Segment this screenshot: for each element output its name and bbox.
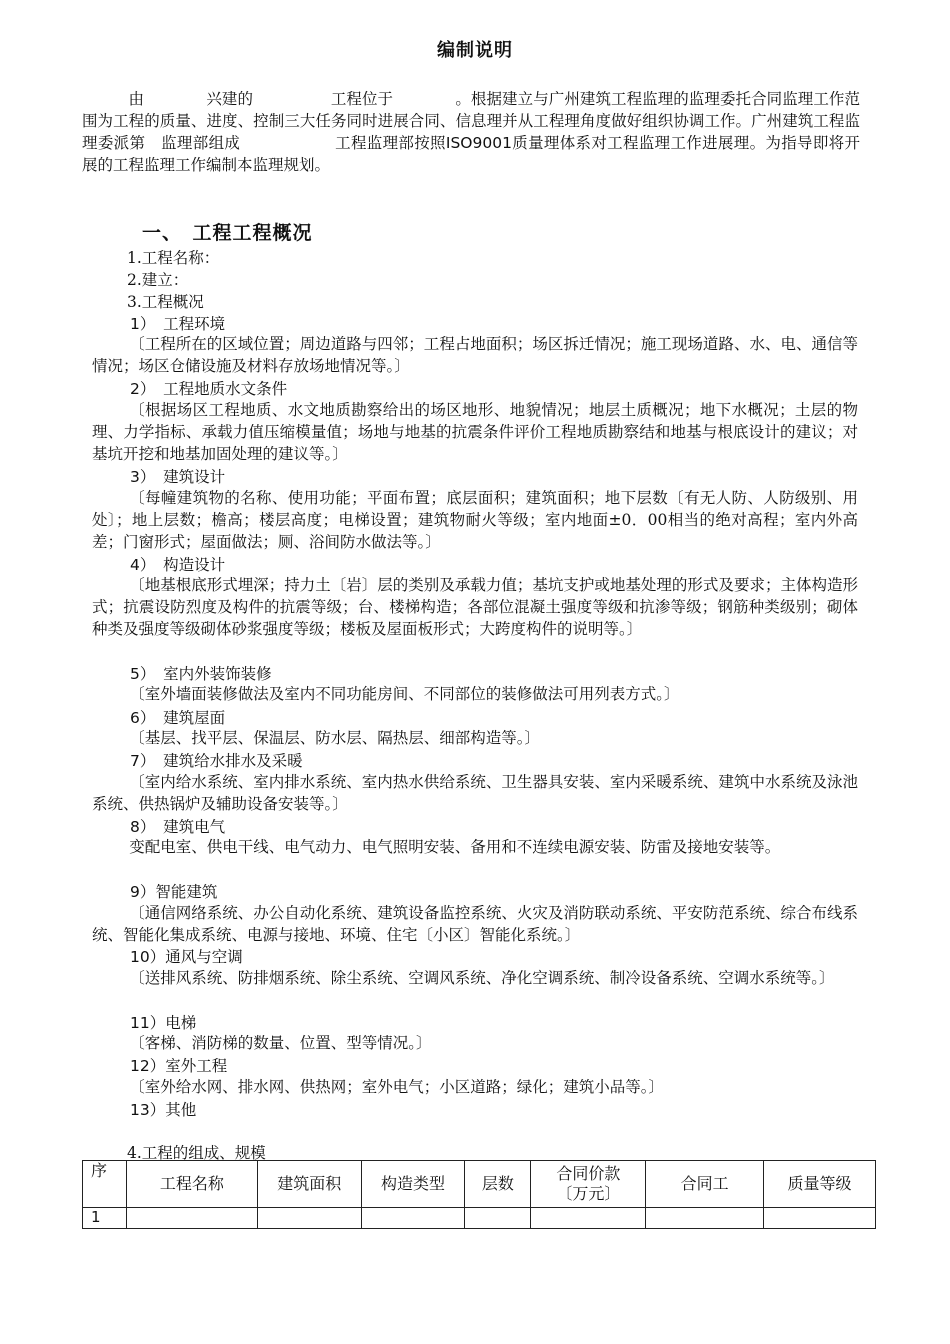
sub-desc-smart-building: 〔通信网络系统、办公自动化系统、建筑设备监控系统、火灾及消防联动系统、平安防范系统、综合布线系统、智能化集成系统、电源与接地、环境、住宅〔小区〕智能化系统。〕 <box>92 904 858 944</box>
sub-label-environment: 1） 工程环境 <box>130 315 226 333</box>
table-cell <box>126 1208 257 1229</box>
sub-desc-plumbing: 〔室内给水系统、室内排水系统、室内热水供给系统、卫生器具安装、室内采暖系统、建筑中水系统及泳池系统、供热锅炉及辅助设备安装等。〕 <box>92 773 858 813</box>
section-heading: 一、 工程工程概况 <box>142 222 313 244</box>
col-header-floors: 层数 <box>465 1161 531 1208</box>
item-composition-scale: 4.工程的组成、规模 <box>127 1144 266 1162</box>
table-cell <box>361 1208 465 1229</box>
sub-desc-geology: 〔根据场区工程地质、水文地质勘察给出的场区地形、地貌情况；地层土质概况；地下水概况；土层的物理、力学指标、承载力值压缩模量值；场地与地基的抗震条件评价工程地质勘察结和地基与根底设计的建议；对基坑开挖和地基加固处理的建议等。〕 <box>92 401 858 463</box>
item-overview: 3.工程概况 <box>127 293 204 311</box>
sub-label-elevator: 11）电梯 <box>130 1014 197 1032</box>
table-cell <box>465 1208 531 1229</box>
col-header-floor-area: 建筑面积 <box>257 1161 361 1208</box>
sub-desc-structure: 〔地基根底形式埋深；持力土〔岩〕层的类别及承载力值；基坑支护或地基处理的形式及要求；主体构造形式；抗震设防烈度及构件的抗震等级；台、楼梯构造；各部位混凝土强度等级和抗渗等级；钢筋种类级别；砌体种类及强度等级砌体砂浆强度等级；楼板及屋面板形式；大跨度构件的说明等。〕 <box>92 576 858 638</box>
table-cell <box>646 1208 764 1229</box>
sub-desc-decoration: 〔室外墙面装修做法及室内不同功能房间、不同部位的装修做法可用列表方式。〕 <box>129 685 680 703</box>
col-header-contract-period: 合同工 <box>646 1161 764 1208</box>
table-cell-seq: 1 <box>83 1208 127 1229</box>
sub-desc-electrical: 变配电室、供电干线、电气动力、电气照明安装、备用和不连续电源安装、防雷及接地安装等。 <box>129 838 781 856</box>
sub-label-roof: 6） 建筑屋面 <box>130 709 226 727</box>
col-header-quality-level: 质量等级 <box>764 1161 876 1208</box>
sub-desc-roof: 〔基层、找平层、保温层、防水层、隔热层、细部构造等。〕 <box>129 729 540 747</box>
table-cell <box>764 1208 876 1229</box>
sub-label-smart-building: 9）智能建筑 <box>130 883 218 901</box>
sub-label-plumbing: 7） 建筑给水排水及采暖 <box>130 752 303 770</box>
col-header-structure-type: 构造类型 <box>361 1161 465 1208</box>
table-header-row <box>83 1161 876 1208</box>
document-title: 编制说明 <box>437 40 513 61</box>
intro-paragraph: 由 兴建的 工程位于 。根据建立与广州建筑工程监理的监理委托合同监理工作范围为工程的质量、进度、控制三大任务同时进展合同、信息理并从工程理角度做好组织协调工作。广州建筑工程监理委派第 监理部组成 工程监理部按照ISO9001质量理体系对工程监理工作进展理。为指导即将开展的工程监理工作编制本监理规划。 <box>82 90 860 174</box>
item-project-name: 1.工程名称： <box>127 249 220 267</box>
sub-desc-architecture: 〔每幢建筑物的名称、使用功能；平面布置；底层面积；建筑面积；地下层数〔有无人防、人防级别、用处〕；地上层数；檐高；楼层高度；电梯设置；建筑物耐火等级；室内地面±0．00相当的绝对高程；室内外高差；门窗形式；屋面做法；厕、浴间防水做法等。〕 <box>92 489 858 551</box>
sub-label-other: 13）其他 <box>130 1101 197 1119</box>
sub-desc-hvac: 〔送排风系统、防排烟系统、除尘系统、空调风系统、净化空调系统、制冷设备系统、空调水系统等。〕 <box>129 969 835 987</box>
sub-label-structure: 4） 构造设计 <box>130 556 226 574</box>
sub-label-electrical: 8） 建筑电气 <box>130 818 226 836</box>
sub-label-hvac: 10）通风与空调 <box>130 948 243 966</box>
sub-desc-elevator: 〔客梯、消防梯的数量、位置、型等情况。〕 <box>129 1034 432 1052</box>
sub-desc-environment: 〔工程所在的区域位置；周边道路与四邻；工程占地面积；场区拆迁情况；施工现场道路、水、电、通信等情况；场区仓储设施及材料存放场地情况等。〕 <box>92 335 858 375</box>
sub-label-architecture: 3） 建筑设计 <box>130 468 226 486</box>
item-construction: 2.建立： <box>127 271 189 289</box>
sub-desc-outdoor: 〔室外给水网、排水网、供热网；室外电气；小区道路；绿化；建筑小品等。〕 <box>129 1078 664 1096</box>
table-cell <box>531 1208 646 1229</box>
sub-label-outdoor: 12）室外工程 <box>130 1057 228 1075</box>
project-scale-table <box>82 1160 876 1229</box>
col-header-project-name: 工程名称 <box>126 1161 257 1208</box>
sub-label-geology: 2） 工程地质水文条件 <box>130 380 288 398</box>
table-cell <box>257 1208 361 1229</box>
col-header-contract-price: 合同价款〔万元〕 <box>531 1161 646 1208</box>
sub-label-decoration: 5） 室内外装饰装修 <box>130 665 272 683</box>
col-header-seq: 序 <box>83 1161 127 1208</box>
table-row <box>83 1208 876 1229</box>
